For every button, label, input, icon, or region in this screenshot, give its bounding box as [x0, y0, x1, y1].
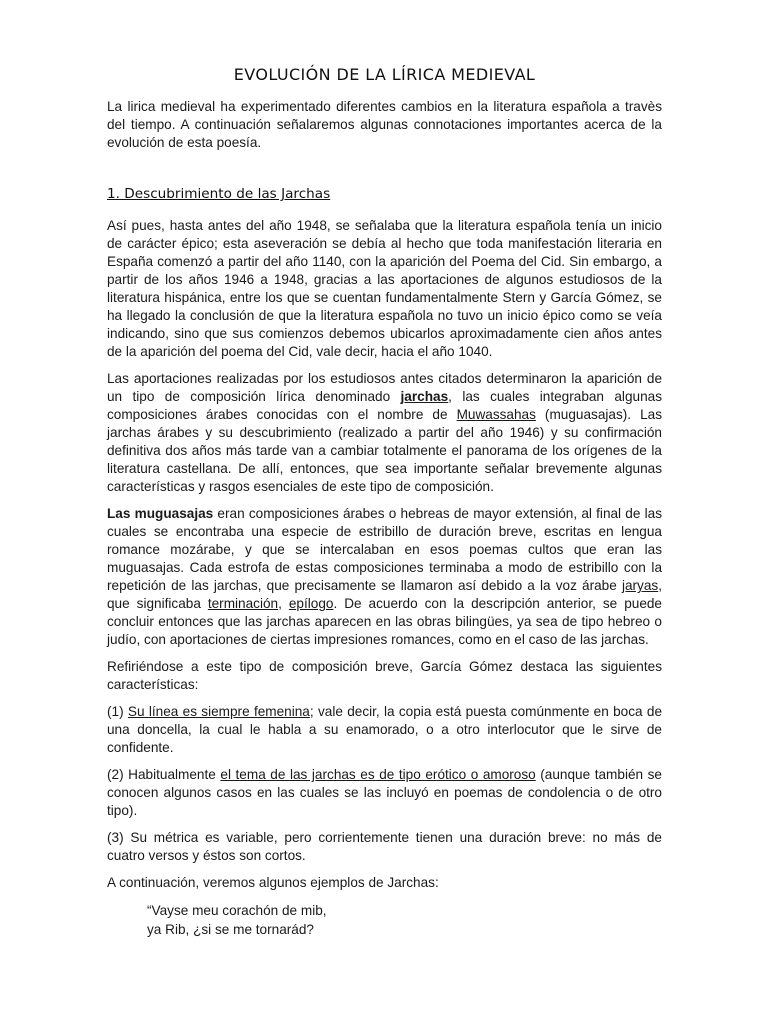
paragraph-muguasajas — [107, 505, 662, 649]
text-span: . De acuerdo con la descripción anterior, se puede concluir entonces que las jarchas aparecen en las obras bilingües, ya sea de tipo hebreo o judío, con aportaciones de ciertas impresiones romances, como en el caso de las jarchas. — [107, 596, 662, 647]
paragraph-characteristics-intro: Refiriéndose a este tipo de composición breve, García Gómez destaca las siguientes características: — [107, 659, 662, 692]
text-span: eran composiciones árabes o hebreas de mayor extensión, al final de las cuales se encontraba una especie de estribillo de duración breve, escritas en lengua romance mozárabe, y que se intercalaban en esos poemas cultos que eran las muguasajas. Cada estrofa de estas composiciones terminaba a modo de estribillo con la repetición de las jarchas, que precisamente se llamaron así debido a la voz árabe — [107, 506, 663, 593]
page-title: EVOLUCIÓN DE LA LÍRICA MEDIEVAL — [233, 65, 536, 84]
text-span: Las aportaciones realizadas por los estudiosos antes citados determinaron la aparición de un tipo de composición lírica denominado — [107, 371, 662, 404]
text-span: (muguasajas). Las jarchas árabes y su descubrimiento (realizado a partir del año 1946) y su confirmación definitiva dos años más tarde van a cambiar totalmente el panorama de los orígenes de la literatura castellana. De allí, entonces, que sea importante señalar brevemente algunas características y rasgos esenciales de este tipo de composición. — [107, 407, 662, 494]
text-span: ; vale decir, la copia está puesta comúnmente en boca de una doncella, la cual le habla a su enamorado, o a otro interlocutor que le sirve de confidente. — [107, 704, 663, 755]
text-span: , las cuales integraban algunas composiciones árabes conocidas con el nombre de — [107, 389, 662, 422]
section-heading: 1. Descubrimiento de las Jarchas — [107, 186, 331, 202]
term-epilogo: epílogo — [288, 596, 334, 611]
text-span: (2) Habitualmente — [107, 767, 221, 782]
term-jaryas: jaryas — [621, 578, 659, 593]
term-terminacion: terminación — [207, 596, 279, 611]
paragraph-examples-intro: A continuación, veremos algunos ejemplos de Jarchas: — [107, 875, 439, 890]
text-span: (1) — [107, 704, 128, 719]
intro-paragraph: La lirica medieval ha experimentado diferentes cambios en la literatura española a travès del tiempo. A continuación señalaremos algunas connotaciones importantes acerca de la evolución de esta poesía. — [107, 99, 662, 150]
list-item-3: (3) Su métrica es variable, pero corrientemente tienen una duración breve: no más de cuatro versos y éstos son cortos. — [107, 830, 662, 863]
paragraph-contributions — [107, 370, 662, 496]
emphasis-underlined: Su línea es siempre femenina — [127, 704, 310, 719]
term-jarchas: jarchas — [400, 389, 449, 404]
term-muwassahas: Muwassahas — [456, 407, 536, 422]
list-item-2 — [107, 766, 662, 820]
paragraph-origins: Así pues, hasta antes del año 1948, se señalaba que la literatura española tenía un inicio de carácter épico; esta aseveración se debía al hecho que toda manifestación literaria en España comenzó a partir del año 1140, con la aparición del Poema del Cid. Sin embargo, a partir de los años 1946 a 1948, gracias a las aportaciones de algunos estudiosos de la literatura hispánica, entre los que se cuentan fundamentalmente Stern y García Gómez, se ha llegado la conclusión de que la literatura española no tuvo un inicio épico como se veía indicando, sino que sus comienzos debemos ubicarlos aproximadamente cien años antes de la aparición del poema del Cid, vale decir, hacia el año 1040. — [107, 218, 662, 359]
emphasis-underlined: el tema de las jarchas es de tipo erótico o amoroso — [220, 767, 536, 782]
list-item-1 — [107, 703, 662, 757]
text-span: , — [278, 596, 289, 611]
term-muguasajas: Las muguasajas — [107, 506, 214, 521]
poem-line: “Vayse meu corachón de mib, — [147, 903, 327, 918]
poem-block — [147, 901, 662, 939]
text-span: (aunque también se conocen algunos casos en las cuales se las incluyó en poemas de condolencia o de otro tipo). — [107, 767, 662, 818]
text-span: , que significaba — [107, 578, 662, 611]
poem-line: ya Rib, ¿si se me tornarád? — [147, 922, 314, 937]
